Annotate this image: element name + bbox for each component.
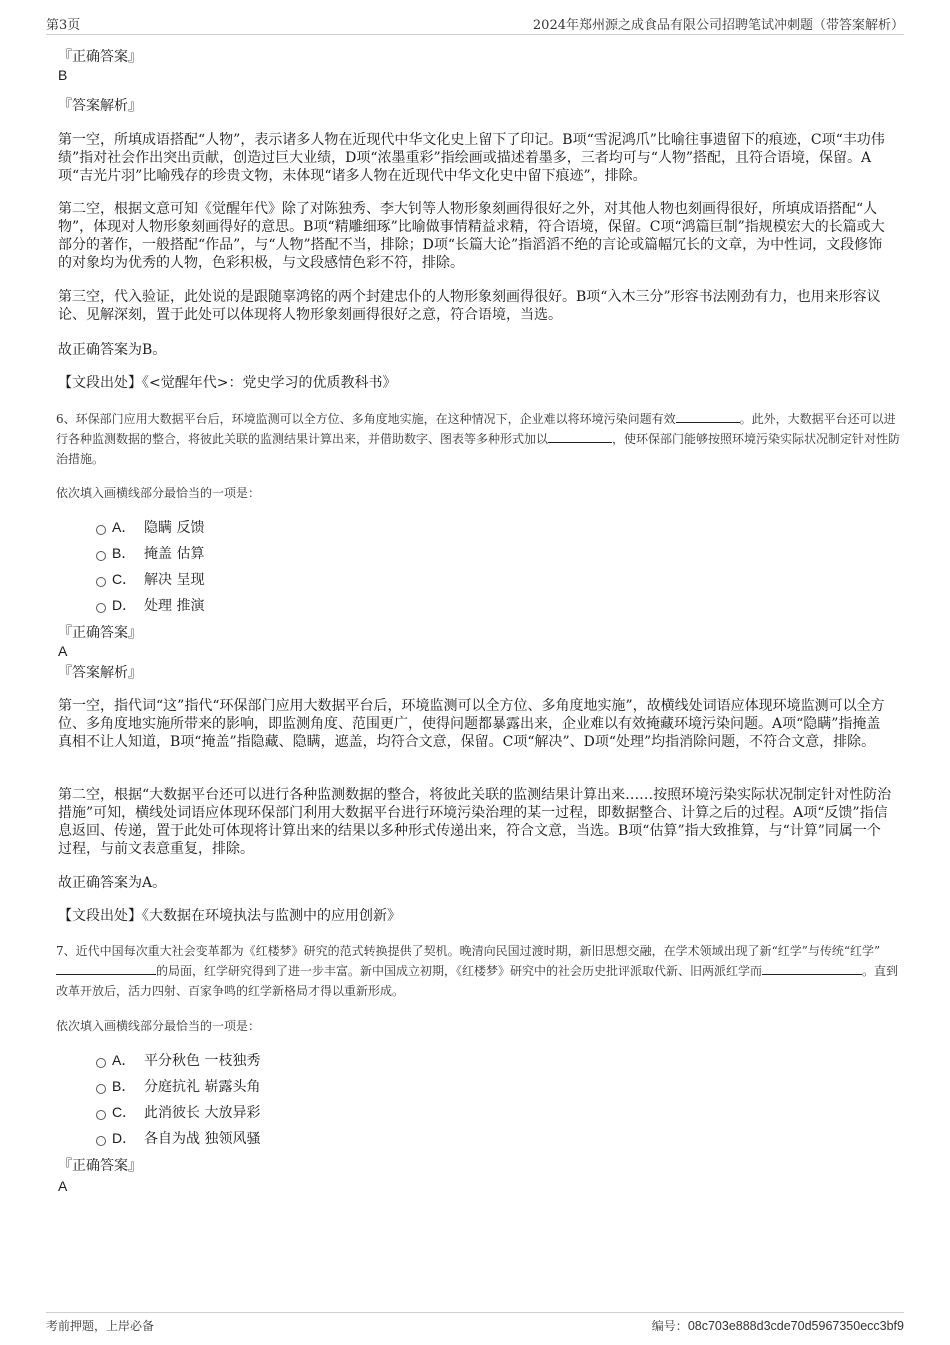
q7-blank-1: [56, 962, 156, 975]
option-letter: C．: [112, 571, 137, 587]
radio-icon[interactable]: [96, 577, 106, 587]
page-footer: [46, 1312, 904, 1337]
q6-answer-label: 『正确答案』: [58, 625, 142, 641]
footer-slogan: 考前押题，上岸必备: [46, 1319, 155, 1333]
option-text: 处理 推演: [144, 598, 205, 614]
q6-instruction: 依次填入画横线部分最恰当的一项是：: [56, 486, 261, 500]
radio-icon[interactable]: [96, 603, 106, 613]
q6-stem: [56, 409, 902, 469]
q7-option-c[interactable]: [96, 1103, 260, 1122]
radio-icon[interactable]: [96, 1084, 106, 1094]
q5-analysis-para-2: 第二空，根据文意可知《觉醒年代》除了对陈独秀、李大钊等人物形象刻画得很好之外，对其他人物也刻画得很好，所填成语搭配“人物”，体现对人物形象刻画得好的意思。B项“精雕细琢”比喻做事情精益求精，符合语境，保留。C项“鸿篇巨制”指规模宏大的长篇或大部分的著作，一般搭配“作品”，与“人物”搭配不当，排除；D项“长篇大论”指滔滔不绝的言论或篇幅冗长的文章，为中性词，文段修饰的对象均为优秀的人物，色彩积极，与文段感情色彩不符，排除。: [58, 201, 885, 271]
option-letter: B．: [112, 545, 136, 561]
q6-option-d[interactable]: [96, 596, 204, 615]
option-letter: D．: [112, 1130, 137, 1146]
q7-option-a[interactable]: [96, 1051, 260, 1070]
code-value: 08c703e888d3cde70d5967350ecc3bf9: [687, 1319, 904, 1333]
page-header: [46, 12, 904, 35]
option-letter: A．: [112, 519, 136, 535]
q6-conclusion: 故正确答案为A。: [58, 875, 167, 891]
q6-blank-1: [676, 410, 740, 423]
q7-stem-part-3: 。直到改革开放后，活力四射、百家争鸣的红学新格局才得以重新形成。: [56, 964, 899, 998]
q5-answer-label: 『正确答案』: [58, 49, 142, 65]
q7-stem-part-1: 7、近代中国每次重大社会变革都为《红楼梦》研究的范式转换提供了契机。晚清向民国过渡时期，新旧思想交融，在学术领域出现了新“红学”与传统“红学”: [56, 944, 881, 958]
q7-blank-2: [762, 962, 862, 975]
radio-icon[interactable]: [96, 1058, 106, 1068]
q5-analysis-para-3: 第三空，代入验证，此处说的是跟随辜鸿铭的两个封建忠仆的人物形象刻画得很好。B项“入木三分”形容书法刚劲有力，也用来形容议论、见解深刻，置于此处可以体现将人物形象刻画得很好之意，符合语境，当选。: [58, 289, 881, 323]
q5-source: 【文段出处】《<觉醒年代>：党史学习的优质教科书》: [58, 375, 397, 391]
q6-blank-2: [548, 430, 612, 443]
option-letter: A．: [112, 1052, 136, 1068]
option-text: 此消彼长 大放异彩: [144, 1105, 261, 1121]
q5-answer: B: [58, 67, 68, 83]
q5-analysis-label: 『答案解析』: [58, 98, 142, 114]
q7-option-b[interactable]: [96, 1077, 260, 1096]
option-letter: B．: [112, 1078, 136, 1094]
q7-stem: [56, 941, 902, 1001]
document-title: 2024年郑州源之成食品有限公司招聘笔试冲刺题（带答案解析）: [532, 18, 904, 33]
option-text: 分庭抗礼 崭露头角: [144, 1079, 261, 1095]
option-text: 解决 呈现: [144, 572, 205, 588]
option-letter: D．: [112, 597, 137, 613]
q6-source: 【文段出处】《大数据在环境执法与监测中的应用创新》: [58, 908, 401, 924]
q7-answer: A: [58, 1178, 68, 1194]
option-text: 平分秋色 一枝独秀: [144, 1053, 261, 1069]
q7-stem-part-2: 的局面，红学研究得到了进一步丰富。新中国成立初期，《红楼梦》研究中的社会历史批评派取代新、旧两派红学而: [156, 964, 763, 978]
radio-icon[interactable]: [96, 551, 106, 561]
q6-option-b[interactable]: [96, 544, 204, 563]
q6-analysis-para-2: 第二空，根据“大数据平台还可以进行各种监测数据的整合，将彼此关联的监测结果计算出来……按照环境污染实际状况制定针对性防治措施”可知，横线处词语应体现环保部门利用大数据平台进行环境污染治理的某一过程，即数据整合、计算之后的过程。A项“反馈”指信息返回、传递，置于此处可体现将计算出来的结果以多种形式传递出来，符合文意，当选。B项“估算”指大致推算，与“计算”同属一个过程，与前文表意重复，排除。: [58, 787, 892, 857]
q6-stem-part-1: 6、环保部门应用大数据平台后，环境监测可以全方位、多角度地实施，在这种情况下，企业难以将环境污染问题有效: [56, 412, 676, 426]
q6-analysis-label: 『答案解析』: [58, 665, 142, 681]
code-label: 编号：: [651, 1319, 688, 1333]
q7-instruction: 依次填入画横线部分最恰当的一项是：: [56, 1019, 261, 1033]
q6-stem-part-3: ，使环保部门能够按照环境污染实际状况制定针对性防治措施。: [56, 432, 901, 466]
page-number: 第3页: [46, 18, 81, 33]
q6-option-c[interactable]: [96, 570, 204, 589]
option-text: 各自为战 独领风骚: [144, 1131, 261, 1147]
radio-icon[interactable]: [96, 1136, 106, 1146]
q6-stem-part-2: 。此外，大数据平台还可以进行各种监测数据的整合，将彼此关联的监测结果计算出来，并借助数字、图表等多种形式加以: [56, 412, 896, 446]
radio-icon[interactable]: [96, 1110, 106, 1120]
q5-conclusion: 故正确答案为B。: [58, 342, 167, 358]
document-code: [652, 1317, 904, 1334]
q6-option-a[interactable]: [96, 518, 204, 537]
q7-option-d[interactable]: [96, 1129, 260, 1148]
q6-answer: A: [58, 643, 68, 659]
q7-answer-label: 『正确答案』: [58, 1158, 142, 1174]
radio-icon[interactable]: [96, 525, 106, 535]
option-text: 掩盖 估算: [144, 546, 205, 562]
q6-analysis-para-1: 第一空，指代词“这”指代“环保部门应用大数据平台后，环境监测可以全方位、多角度地实施”，故横线处词语应体现环境监测可以全方位、多角度地实施所带来的影响，即监测角度、范围更广，使得问题都暴露出来，企业难以有效掩藏环境污染问题。A项“隐瞒”指掩盖真相不让人知道，B项“掩盖”指隐藏、隐瞒，遮盖，均符合文意，保留。C项“解决”、D项“处理”均指消除问题，不符合文意，排除。: [58, 698, 885, 750]
q5-analysis-para-1: 第一空，所填成语搭配“人物”，表示诸多人物在近现代中华文化史上留下了印记。B项“雪泥鸿爪”比喻往事遗留下的痕迹，C项“丰功伟绩”指对社会作出突出贡献，创造过巨大业绩，D项“浓墨重彩”指绘画或描述着墨多，三者均可与“人物”搭配，且符合语境，保留。A项“吉光片羽”比喻残存的珍贵文物，未体现“诸多人物在近现代中华文化史中留下痕迹”，排除。: [58, 132, 885, 184]
option-text: 隐瞒 反馈: [144, 520, 205, 536]
option-letter: C．: [112, 1104, 137, 1120]
